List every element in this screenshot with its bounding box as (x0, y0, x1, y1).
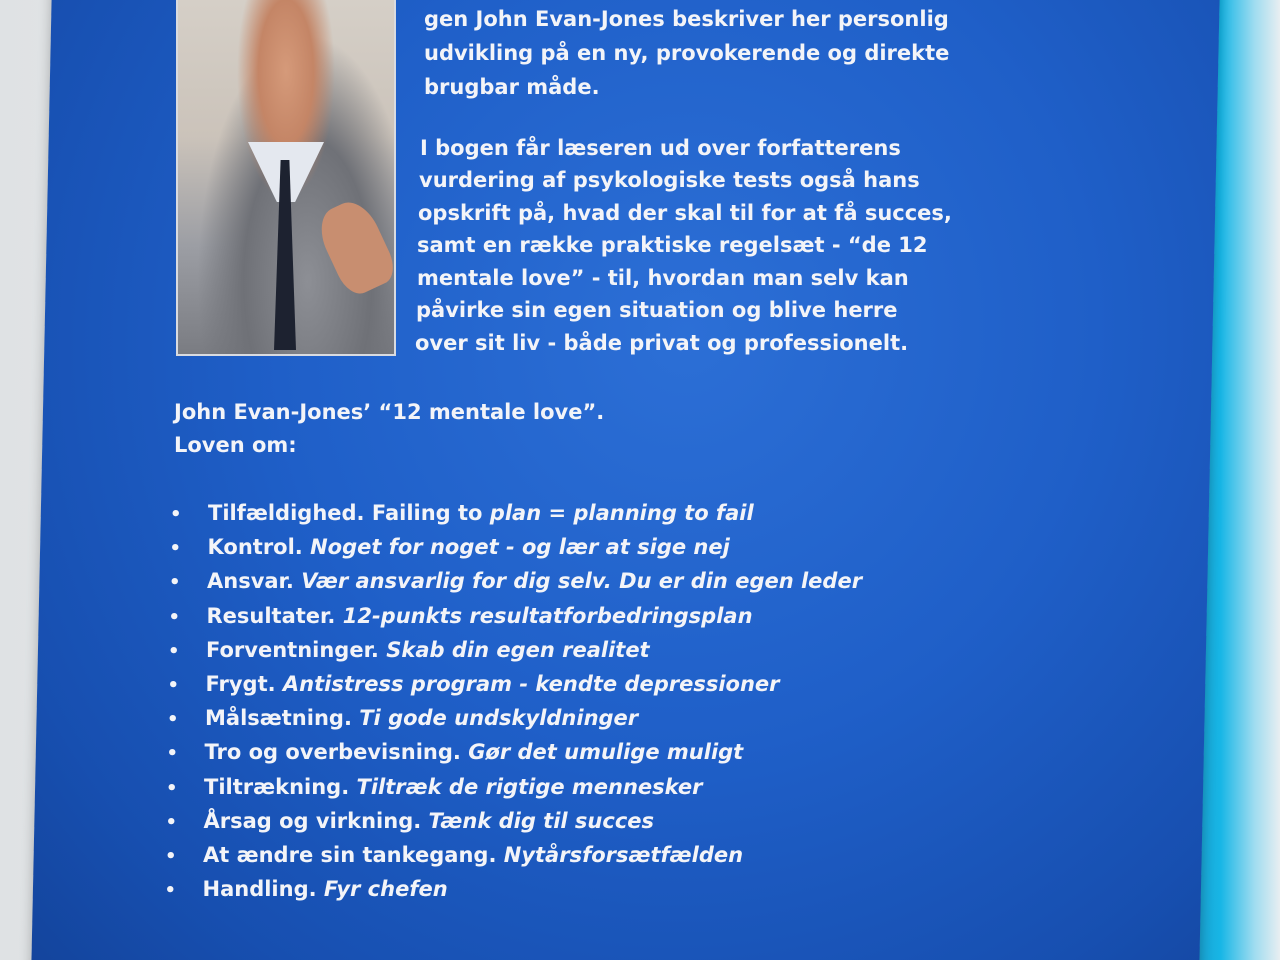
bullet-icon: • (166, 777, 178, 799)
law-name: Årsag og virkning. (203, 808, 422, 833)
bullet-icon: • (168, 606, 181, 628)
pointing-hand-shape (312, 194, 396, 299)
law-name: Tro og overbevisning. (204, 740, 461, 765)
bullet-icon: • (165, 811, 178, 833)
intro-line-2: udvikling på en ny, provokerende og direkte (424, 41, 950, 65)
author-photo (176, 0, 396, 356)
law-description: 12-punkts resultatforbedringsplan (342, 603, 753, 628)
paragraph-line-4: samt en række praktiske regelsæt - “de 12 (417, 233, 928, 257)
law-description: Antistress program - kendte depressioner (282, 671, 780, 696)
law-description: Nytårsforsætfælden (503, 842, 744, 867)
list-item (165, 872, 967, 906)
paragraph-line-3: opskrift på, hvad der skal til for at få succes, (418, 201, 952, 225)
law-plain (276, 672, 283, 696)
laws-heading (174, 396, 604, 462)
list-item (168, 667, 967, 701)
law-description: Gør det umulige muligt (468, 740, 744, 765)
law-description: Noget for noget - og lær at sige nej (310, 535, 730, 560)
paragraph-line-6: påvirke sin egen situation og blive herre (416, 298, 898, 322)
law-description: Ti gode undskyldninger (359, 706, 639, 731)
law-plain (349, 775, 356, 799)
paragraph-line-7: over sit liv - både privat og professionelt. (415, 331, 909, 355)
law-name: Kontrol. (207, 535, 303, 560)
law-name: Forventninger. (206, 637, 379, 662)
bullet-icon: • (167, 709, 179, 731)
law-description: Vær ansvarlig for dig selv. Du er din egen leder (301, 569, 863, 594)
mental-laws-list (166, 496, 966, 906)
bullet-icon: • (166, 743, 179, 765)
list-item (170, 530, 967, 564)
law-plain (421, 809, 428, 833)
bullet-icon: • (169, 538, 182, 560)
law-plain (303, 535, 310, 559)
list-item (166, 770, 966, 804)
bullet-icon: • (167, 674, 180, 696)
list-item (167, 735, 967, 769)
laws-heading-line-1: John Evan-Jones’ “12 mentale love”. (174, 400, 605, 424)
bullet-icon: • (169, 572, 181, 594)
bullet-icon: • (170, 504, 182, 525)
list-item (169, 599, 967, 633)
law-name: Målsætning. (205, 706, 352, 731)
law-name: Resultater. (206, 603, 336, 628)
list-item (169, 564, 966, 598)
law-name: Frygt. (205, 671, 276, 696)
paragraph-line-2: vurdering af psykologiske tests også hans (419, 168, 920, 192)
list-item (168, 633, 966, 667)
law-plain (335, 604, 342, 628)
bullet-icon: • (165, 845, 177, 867)
law-plain (317, 877, 324, 901)
paragraph-line-5: mentale love” - til, hvordan man selv kan (417, 266, 909, 290)
law-name: At ændre sin tankegang. (203, 842, 497, 867)
law-description: Tænk dig til succes (428, 808, 655, 833)
law-description: Skab din egen realitet (386, 637, 650, 662)
law-description: plan = planning to fail (489, 501, 754, 525)
law-name: Ansvar. (207, 569, 294, 594)
law-name: Tilfældighed. (208, 501, 365, 525)
laws-heading-line-2: Loven om: (174, 433, 297, 457)
law-description: Tiltræk de rigtige mennesker (356, 774, 703, 799)
list-item (167, 701, 966, 735)
law-name: Handling. (202, 877, 317, 902)
intro-line-3: brugbar måde. (424, 75, 600, 99)
paragraph-line-1: I bogen får læseren ud over forfatterens (420, 136, 901, 160)
list-item (165, 838, 966, 872)
law-plain (496, 843, 503, 867)
law-plain: Failing to (364, 501, 490, 525)
law-name: Tiltrækning. (204, 774, 350, 799)
list-item (170, 496, 966, 530)
law-description: Fyr chefen (323, 877, 448, 902)
list-item (166, 804, 967, 838)
bullet-icon: • (164, 880, 177, 902)
bullet-icon: • (168, 640, 180, 662)
intro-line-1: gen John Evan-Jones beskriver her personlig (424, 7, 949, 31)
